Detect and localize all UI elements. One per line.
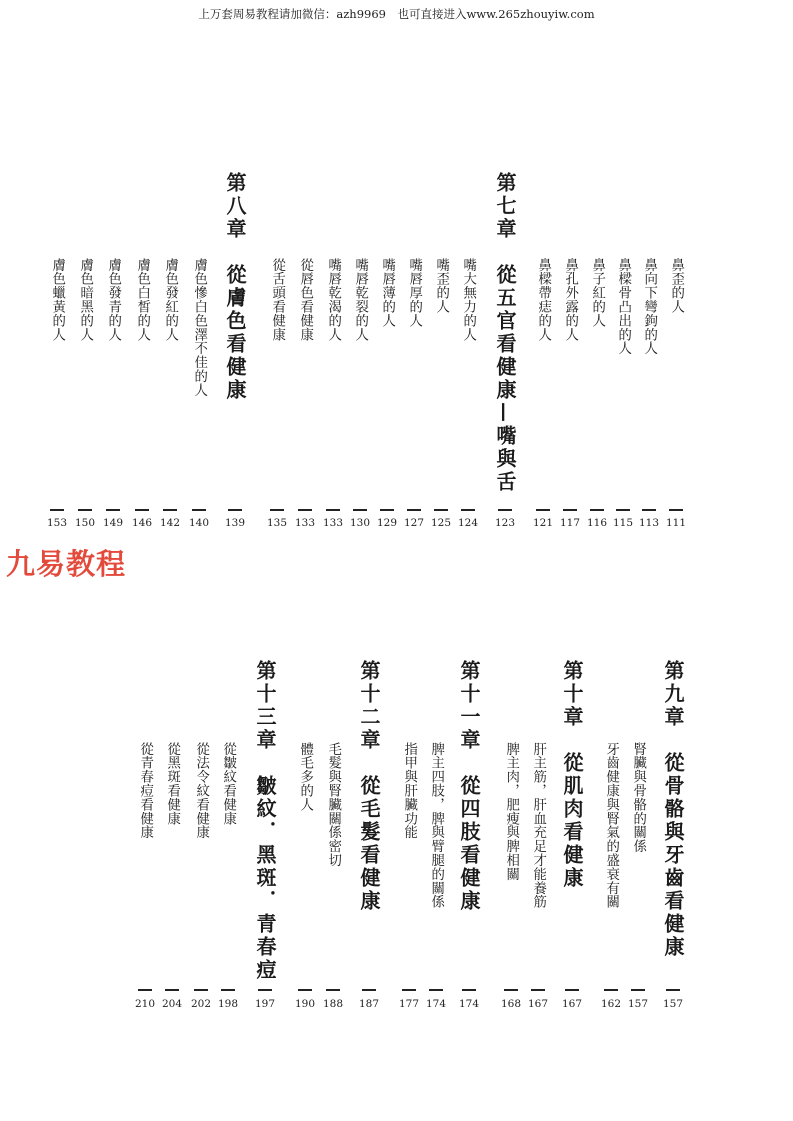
entry-title: 脾主四肢，脾與臂腿的關係	[428, 742, 444, 909]
chapter-heading	[220, 172, 250, 402]
page-number: 198	[217, 998, 239, 1010]
entry-title: 膚色暗黑的人	[77, 258, 93, 342]
leader-dash	[326, 989, 340, 991]
toc-entry	[76, 258, 94, 341]
entry-title: 鼻歪的人	[668, 258, 684, 314]
entry-title: 膚色蠟黃的人	[49, 258, 65, 342]
entry-title: 鼻樑帶痣的人	[535, 258, 551, 342]
entry-title: 嘴唇乾渴的人	[325, 258, 341, 342]
leader-dash	[228, 509, 242, 511]
toc-entry	[104, 258, 122, 341]
toc-entry	[640, 258, 658, 355]
leader-dash	[616, 509, 630, 511]
chapter-heading	[557, 660, 587, 890]
leader-dash	[326, 509, 340, 511]
chapter-title: 第十三章 皺紋．黑斑．青春痘	[253, 660, 277, 982]
toc-entry	[133, 258, 151, 341]
page-number: 111	[665, 517, 687, 529]
page-number: 188	[322, 998, 344, 1010]
chapter-title: 第七章 從五官看健康—嘴與舌	[493, 172, 517, 494]
toc-entry	[588, 258, 606, 328]
leader-dash	[642, 509, 656, 511]
leader-dash	[434, 509, 448, 511]
page-number: 149	[102, 517, 124, 529]
toc-entry	[502, 742, 520, 881]
page-number: 133	[294, 517, 316, 529]
entry-title: 從舌頭看健康	[269, 258, 285, 342]
leader-dash	[258, 989, 272, 991]
toc-entry	[324, 258, 342, 341]
toc-entry	[163, 742, 181, 825]
page-number: 113	[638, 517, 660, 529]
entry-title: 膚色發紅的人	[162, 258, 178, 342]
chapter-heading	[658, 660, 688, 959]
leader-dash	[402, 989, 416, 991]
leader-dash	[380, 509, 394, 511]
page-number: 190	[294, 998, 316, 1010]
leader-dash	[163, 509, 177, 511]
toc-entry	[561, 258, 579, 341]
toc-entry	[192, 742, 210, 839]
leader-dash	[631, 989, 645, 991]
entry-title: 從青春痘看健康	[137, 742, 153, 840]
toc-entry	[190, 258, 208, 397]
page-number: 167	[561, 998, 583, 1010]
page-number: 197	[254, 998, 276, 1010]
leader-dash	[666, 989, 680, 991]
entry-title: 腎臟與骨骼的關係	[630, 742, 646, 854]
page-number: 125	[430, 517, 452, 529]
toc-entry	[614, 258, 632, 355]
toc-entry	[602, 742, 620, 909]
chapter-heading	[354, 660, 384, 913]
leader-dash	[194, 989, 208, 991]
chapter-title: 第八章 從膚色看健康	[223, 172, 247, 402]
page-number: 124	[457, 517, 479, 529]
entry-title: 肝主筋，肝血充足才能養筋	[530, 742, 546, 909]
toc-entry	[629, 742, 647, 853]
leader-dash	[536, 509, 550, 511]
toc-entry	[296, 742, 314, 812]
leader-dash	[462, 989, 476, 991]
entry-title: 膚色慘白色澤不佳的人	[191, 258, 207, 397]
leader-dash	[498, 509, 512, 511]
page-number: 150	[74, 517, 96, 529]
page-number: 187	[358, 998, 380, 1010]
leader-dash	[407, 509, 421, 511]
page-number: 153	[46, 517, 68, 529]
entry-title: 脾主肉，肥瘦與脾相關	[503, 742, 519, 881]
leader-dash	[604, 989, 618, 991]
leader-dash	[221, 989, 235, 991]
toc-entry	[161, 258, 179, 341]
page-number: 174	[425, 998, 447, 1010]
leader-dash	[298, 509, 312, 511]
leader-dash	[531, 989, 545, 991]
entry-title: 膚色白皙的人	[134, 258, 150, 342]
page-number: 177	[398, 998, 420, 1010]
page-number: 146	[131, 517, 153, 529]
page-number: 202	[190, 998, 212, 1010]
leader-dash	[50, 509, 64, 511]
leader-dash	[504, 989, 518, 991]
entry-title: 牙齒健康與腎氣的盛衰有關	[603, 742, 619, 909]
leader-dash	[165, 989, 179, 991]
page-number: 115	[612, 517, 634, 529]
leader-dash	[135, 509, 149, 511]
page-number: 204	[161, 998, 183, 1010]
toc-entry	[534, 258, 552, 341]
chapter-title: 第九章 從骨骼與牙齒看健康	[661, 660, 685, 959]
page-number: 162	[600, 998, 622, 1010]
page-header: 上万套周易教程请加微信：azh9969 也可直接进入www.265zhouyiw.com	[198, 7, 595, 21]
leader-dash	[563, 509, 577, 511]
page-number: 123	[494, 517, 516, 529]
leader-dash	[429, 989, 443, 991]
entry-title: 嘴大無力的人	[460, 258, 476, 342]
entry-title: 膚色發青的人	[105, 258, 121, 342]
leader-dash	[669, 509, 683, 511]
toc-entry	[268, 258, 286, 341]
toc-entry	[351, 258, 369, 341]
leader-dash	[106, 509, 120, 511]
toc-entry	[324, 742, 342, 867]
page-number: 133	[322, 517, 344, 529]
toc-entry	[48, 258, 66, 341]
page-number: 121	[532, 517, 554, 529]
leader-dash	[298, 989, 312, 991]
chapter-title: 第十二章 從毛髮看健康	[357, 660, 381, 913]
page-number: 157	[627, 998, 649, 1010]
toc-entry	[219, 742, 237, 825]
entry-title: 嘴歪的人	[433, 258, 449, 314]
chapter-heading	[250, 660, 280, 982]
entry-title: 嘴唇乾裂的人	[352, 258, 368, 342]
leader-dash	[590, 509, 604, 511]
page-number: 139	[224, 517, 246, 529]
entry-title: 鼻樑骨凸出的人	[615, 258, 631, 356]
leader-dash	[192, 509, 206, 511]
toc-entry	[427, 742, 445, 909]
chapter-title: 第十章 從肌肉看健康	[560, 660, 584, 890]
entry-title: 從法令紋看健康	[193, 742, 209, 840]
entry-title: 從黑斑看健康	[164, 742, 180, 826]
page-number: 142	[159, 517, 181, 529]
entry-title: 從唇色看健康	[297, 258, 313, 342]
chapter-title: 第十一章 從四肢看健康	[457, 660, 481, 913]
page-number: 140	[188, 517, 210, 529]
toc-entry	[432, 258, 450, 314]
page-number: 117	[559, 517, 581, 529]
leader-dash	[138, 989, 152, 991]
toc-entry	[296, 258, 314, 341]
entry-title: 鼻子紅的人	[589, 258, 605, 328]
page-number: 130	[349, 517, 371, 529]
toc-entry	[405, 258, 423, 328]
toc-entry	[136, 742, 154, 839]
chapter-heading	[490, 172, 520, 494]
page-number: 116	[586, 517, 608, 529]
page-number: 210	[134, 998, 156, 1010]
entry-title: 鼻孔外露的人	[562, 258, 578, 342]
entry-title: 嘴唇厚的人	[406, 258, 422, 328]
page-number: 129	[376, 517, 398, 529]
entry-title: 鼻向下彎鉤的人	[641, 258, 657, 356]
leader-dash	[565, 989, 579, 991]
entry-title: 從皺紋看健康	[220, 742, 236, 826]
leader-dash	[362, 989, 376, 991]
toc-entry	[400, 742, 418, 839]
leader-dash	[353, 509, 367, 511]
entry-title: 嘴唇薄的人	[379, 258, 395, 328]
page-number: 157	[662, 998, 684, 1010]
page-number: 167	[527, 998, 549, 1010]
leader-dash	[461, 509, 475, 511]
leader-dash	[270, 509, 284, 511]
toc-entry	[459, 258, 477, 341]
leader-dash	[78, 509, 92, 511]
page-number: 135	[266, 517, 288, 529]
entry-title: 毛髮與腎臟關係密切	[325, 742, 341, 868]
page-number: 174	[458, 998, 480, 1010]
page-number: 168	[500, 998, 522, 1010]
entry-title: 體毛多的人	[297, 742, 313, 812]
toc-entry	[529, 742, 547, 909]
page-number: 127	[403, 517, 425, 529]
chapter-heading	[454, 660, 484, 913]
watermark-logo: 九易教程	[6, 547, 127, 581]
entry-title: 指甲與肝臟功能	[401, 742, 417, 840]
toc-entry	[667, 258, 685, 314]
toc-entry	[378, 258, 396, 328]
